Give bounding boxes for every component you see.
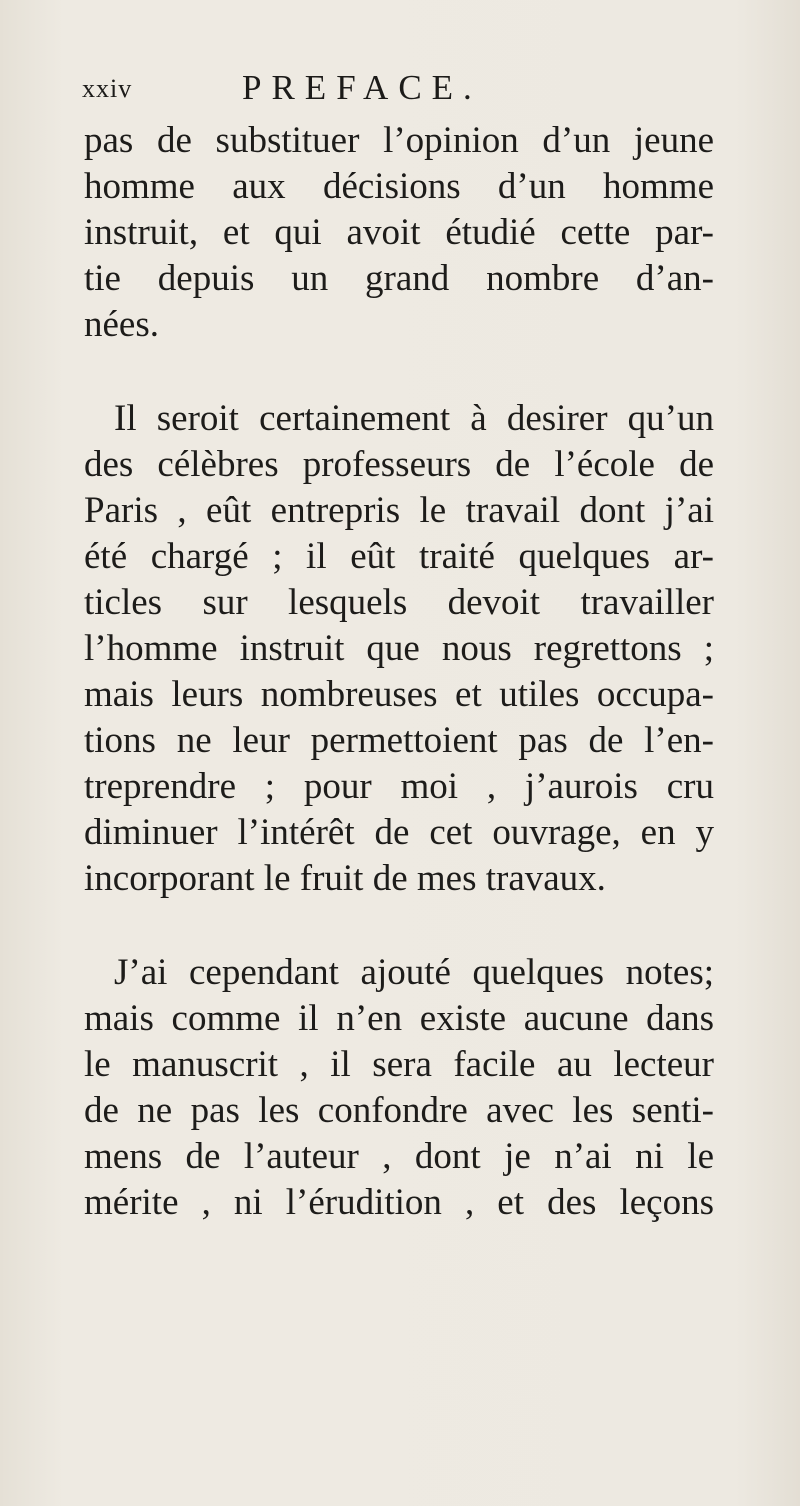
text-line: de ne pas les confondre avec les senti-	[84, 1090, 714, 1131]
text-line: été chargé ; il eût traité quelques ar-	[84, 536, 714, 577]
text-line: tions ne leur permettoient pas de l’en-	[84, 720, 714, 761]
text-line: ticles sur lesquels devoit travailler	[84, 582, 714, 623]
text-line: Paris , eût entrepris le travail dont j’ai	[84, 490, 714, 531]
running-head	[82, 68, 722, 108]
paragraph-1	[84, 118, 714, 348]
paragraph-2	[84, 396, 714, 902]
text-line: J’ai cependant ajouté quelques notes;	[114, 952, 714, 993]
text-line: tie depuis un grand nombre d’an-	[84, 258, 714, 299]
text-line: homme aux décisions d’un homme	[84, 166, 714, 207]
text-line: mérite , ni l’érudition , et des leçons	[84, 1182, 714, 1223]
text-line: treprendre ; pour moi , j’aurois cru	[84, 766, 714, 807]
text-line: des célèbres professeurs de l’école de	[84, 444, 714, 485]
text-line: le manuscrit , il sera facile au lecteur	[84, 1044, 714, 1085]
text-line: mais comme il n’en existe aucune dans	[84, 998, 714, 1039]
text-line: mens de l’auteur , dont je n’ai ni le	[84, 1136, 714, 1177]
running-title: PREFACE.	[242, 68, 482, 107]
body-text	[84, 118, 714, 1226]
text-line: mais leurs nombreuses et utiles occupa-	[84, 674, 714, 715]
text-line: pas de substituer l’opinion d’un jeune	[84, 120, 714, 161]
text-line: instruit, et qui avoit étudié cette par-	[84, 212, 714, 253]
paragraph-3	[84, 950, 714, 1226]
text-line: nées.	[84, 304, 159, 345]
text-line: diminuer l’intérêt de cet ouvrage, en y	[84, 812, 714, 853]
page-number: xxiv	[82, 74, 133, 103]
text-line: incorporant le fruit de mes travaux.	[84, 858, 606, 899]
text-line: l’homme instruit que nous regrettons ;	[84, 628, 714, 669]
text-line: Il seroit certainement à desirer qu’un	[114, 398, 714, 439]
